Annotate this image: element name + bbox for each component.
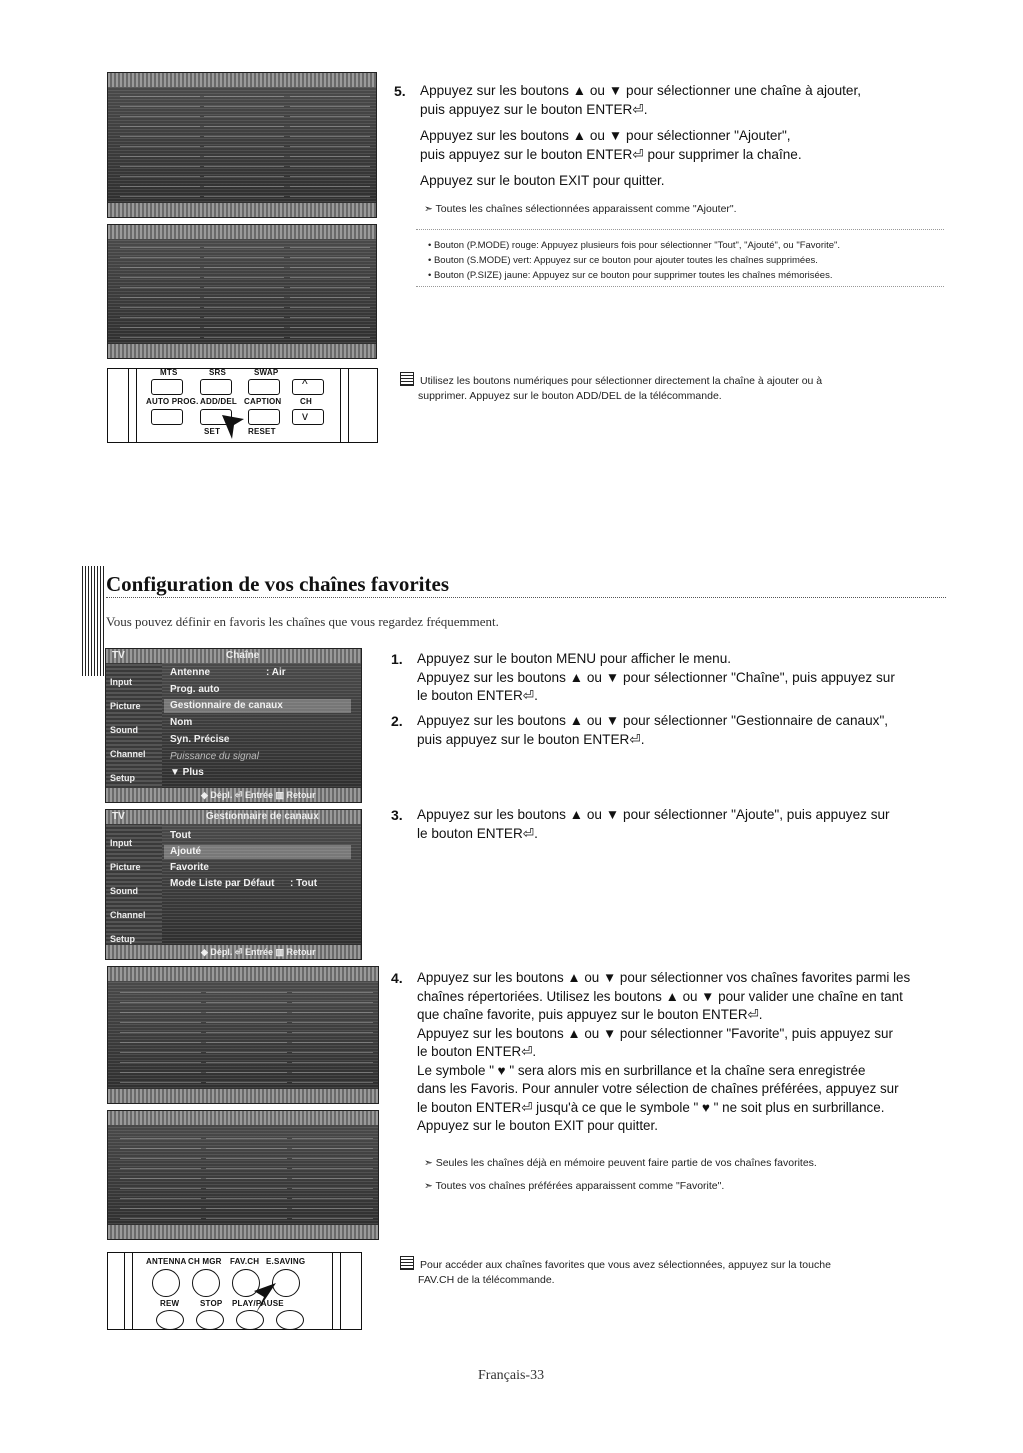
step-4	[391, 969, 977, 1136]
channel-list-screenshot-3	[107, 966, 379, 1104]
channel-column	[206, 989, 287, 1083]
ch-label: CH	[300, 397, 312, 406]
antenna-label: ANTENNA	[146, 1257, 187, 1266]
channel-column	[120, 247, 200, 338]
step-line: puis appuyez sur le bouton ENTER⏎ pour supprimer la chaîne.	[420, 146, 802, 162]
step-2	[391, 712, 977, 749]
step-number: 3.	[391, 807, 403, 823]
set-label: SET	[204, 427, 221, 436]
menu-footer-hint: ◆ Dépl. ⏎ Entrée ▥ Retour	[201, 947, 316, 957]
page-number: Français-33	[478, 1368, 545, 1383]
step-4-note-1: ➣ Seules les chaînes déjà en mémoire peuvent faire partie de vos chaînes favorites.	[424, 1157, 817, 1169]
channel-column	[204, 95, 284, 197]
step-number: 5.	[394, 83, 406, 99]
srs-button[interactable]	[200, 379, 232, 395]
step-line: que chaîne favorite, puis appuyez sur le bouton ENTER⏎.	[417, 1007, 763, 1022]
step-5-note: ➣ Toutes les chaînes sélectionnées apparaissent comme "Ajouter".	[424, 203, 737, 215]
sidebar-item-input[interactable]: Input	[110, 677, 132, 687]
screen-footer-bar	[108, 1225, 378, 1239]
step-line: puis appuyez sur le bouton ENTER⏎.	[417, 731, 645, 747]
menu-item-tout[interactable]: Tout	[170, 830, 191, 841]
channel-list-screenshot-4	[107, 1110, 379, 1240]
bullet-yellow: • Bouton (P.SIZE) jaune: Appuyez sur ce bouton pour supprimer toutes les chaînes mémorisées.	[428, 270, 833, 281]
step-line: puis appuyez sur le bouton ENTER⏎.	[420, 101, 648, 117]
channel-column	[120, 1133, 201, 1219]
channel-column	[206, 1133, 287, 1219]
remote-edge	[340, 369, 341, 442]
step-line: Appuyez sur les boutons ▲ ou ▼ pour sélectionner "Favorite", puis appuyez sur	[417, 1025, 893, 1041]
channel-down-button[interactable]	[292, 409, 324, 425]
rewind-button[interactable]	[156, 1310, 184, 1330]
step-line: Appuyez sur les boutons ▲ ou ▼ pour sélectionner "Chaîne", puis appuyez sur	[417, 669, 895, 685]
memo-icon	[400, 372, 414, 386]
screen-footer-bar	[108, 1089, 378, 1103]
remote-edge	[124, 1253, 125, 1329]
sidebar-item-setup[interactable]: Setup	[110, 773, 136, 783]
section-intro: Vous pouvez définir en favoris les chaînes que vous regardez fréquemment.	[106, 614, 499, 629]
step-line: chaînes répertoriées. Utilisez les boutons ▲ ou ▼ pour valider une chaîne en tant	[417, 988, 903, 1004]
menu-item-gestionnaire[interactable]: Gestionnaire de canaux	[170, 700, 283, 711]
memo-line: Utilisez les boutons numériques pour sélectionner directement la chaîne à ajouter ou à	[420, 375, 823, 387]
memo-line: supprimer. Appuyez sur le bouton ADD/DEL de la télécommande.	[418, 390, 722, 402]
remote-edge	[132, 1253, 133, 1329]
menu-item-antenne-value: : Air	[266, 667, 286, 678]
step-5	[394, 82, 980, 191]
menu-item-plus[interactable]: ▼ Plus	[170, 767, 204, 778]
menu-item-antenne[interactable]: Antenne	[170, 667, 210, 678]
srs-label: SRS	[209, 368, 227, 377]
step-3	[391, 806, 977, 843]
remote-edge	[136, 369, 137, 442]
step-line: Appuyez sur le bouton MENU pour afficher le menu.	[417, 651, 732, 666]
menu-item-syn-precise[interactable]: Syn. Précise	[170, 734, 230, 745]
stop-button[interactable]	[196, 1310, 224, 1330]
step-4-note-2: ➣ Toutes vos chaînes préférées apparaissent comme "Favorite".	[424, 1180, 725, 1192]
remote-illustration-1	[107, 368, 378, 443]
pointer-arrow-icon	[220, 413, 246, 441]
swap-button[interactable]	[248, 379, 280, 395]
screen-header-bar	[108, 1111, 378, 1125]
fav-ch-label: FAV.CH	[230, 1257, 260, 1266]
menu-header-title: Chaîne	[226, 650, 260, 661]
reset-label: RESET	[248, 427, 276, 436]
ch-mgr-label: CH MGR	[188, 1257, 222, 1266]
channel-column	[290, 247, 370, 338]
menu-item-mode-liste[interactable]: Mode Liste par Défaut	[170, 878, 275, 889]
menu-screenshot-manager	[105, 809, 362, 960]
sidebar-item-input[interactable]: Input	[110, 838, 132, 848]
channel-column	[292, 1133, 373, 1219]
step-line: Appuyez sur le bouton EXIT pour quitter.	[417, 1118, 658, 1133]
sidebar-item-picture[interactable]: Picture	[110, 862, 141, 872]
bullet-green: • Bouton (S.MODE) vert: Appuyez sur ce bouton pour ajouter toutes les chaînes supprimées.	[428, 255, 818, 266]
sidebar-item-sound[interactable]: Sound	[110, 725, 138, 735]
step-1	[391, 650, 977, 706]
menu-item-favorite[interactable]: Favorite	[170, 862, 209, 873]
step-line: le bouton ENTER⏎.	[417, 688, 538, 703]
sidebar-item-channel[interactable]: Channel	[110, 910, 146, 920]
sidebar-item-sound[interactable]: Sound	[110, 886, 138, 896]
add-del-label: ADD/DEL	[200, 397, 237, 406]
menu-tv-label: TV	[112, 650, 125, 661]
step-line: Appuyez sur les boutons ▲ ou ▼ pour sélectionner "Ajoute", puis appuyez sur	[417, 807, 890, 822]
step-number: 2.	[391, 713, 403, 729]
auto-prog-button[interactable]	[151, 409, 183, 425]
memo-line: FAV.CH de la télécommande.	[418, 1274, 555, 1286]
menu-tv-label: TV	[112, 811, 125, 822]
channel-column	[120, 95, 200, 197]
channel-column	[120, 989, 201, 1083]
caption-button[interactable]	[248, 409, 280, 425]
mts-button[interactable]	[151, 379, 183, 395]
channel-up-button[interactable]	[292, 379, 324, 395]
channel-column	[204, 247, 284, 338]
ch-mgr-button[interactable]	[192, 1269, 220, 1297]
channel-list-screenshot-1	[107, 72, 377, 218]
menu-item-ajoute[interactable]: Ajouté	[170, 846, 202, 857]
step-line: Appuyez sur les boutons ▲ ou ▼ pour sélectionner vos chaînes favorites parmi les	[417, 970, 911, 985]
channel-column	[290, 95, 370, 197]
swap-label: SWAP	[254, 368, 279, 377]
remote-edge	[340, 1253, 341, 1329]
remote-illustration-2	[107, 1252, 362, 1330]
sidebar-item-channel[interactable]: Channel	[110, 749, 146, 759]
step-line: Appuyez sur les boutons ▲ ou ▼ pour sélectionner "Ajouter",	[420, 128, 791, 143]
menu-item-nom[interactable]: Nom	[170, 717, 193, 728]
pointer-arrow-icon	[248, 1281, 278, 1315]
color-button-notes	[416, 229, 944, 287]
chevron-down-icon: v	[302, 409, 308, 423]
menu-item-mode-value: : Tout	[290, 878, 318, 889]
step-number: 1.	[391, 651, 403, 667]
auto-prog-label: AUTO PROG.	[146, 397, 199, 406]
memo-note-1	[400, 372, 960, 404]
step-line: le bouton ENTER⏎.	[417, 1044, 537, 1059]
memo-icon	[400, 1256, 414, 1270]
step-line: le bouton ENTER⏎ jusqu'à ce que le symbole " ♥ " ne soit plus en surbrillance.	[417, 1099, 885, 1115]
remote-edge	[332, 1253, 333, 1329]
channel-list-screenshot-2	[107, 224, 377, 359]
menu-item-prog-auto[interactable]: Prog. auto	[170, 684, 220, 695]
screen-header-bar	[108, 225, 376, 239]
step-line: Appuyez sur le bouton EXIT pour quitter.	[420, 173, 665, 188]
step-number: 4.	[391, 970, 403, 986]
sidebar-item-setup[interactable]: Setup	[110, 934, 136, 944]
step-line: dans les Favoris. Pour annuler votre sélection de chaînes préférées, appuyez sur	[417, 1081, 899, 1096]
play-pause-label: PLAY/PAUSE	[232, 1299, 284, 1308]
title-rule	[106, 597, 946, 598]
menu-footer-hint: ◆ Dépl. ⏎ Entrée ▥ Retour	[201, 790, 316, 800]
screen-footer-bar	[108, 344, 376, 358]
fast-forward-button[interactable]	[276, 1310, 304, 1330]
screen-footer-bar	[108, 203, 376, 217]
step-line: Appuyez sur les boutons ▲ ou ▼ pour sélectionner "Gestionnaire de canaux",	[417, 713, 889, 728]
e-saving-label: E.SAVING	[266, 1257, 306, 1266]
section-marker	[82, 566, 104, 676]
bullet-red: • Bouton (P.MODE) rouge: Appuyez plusieurs fois pour sélectionner "Tout", "Ajouté", ou "Favorite".	[428, 240, 841, 251]
remote-edge	[128, 369, 129, 442]
section-title: Configuration de vos chaînes favorites	[106, 572, 449, 596]
mts-label: MTS	[160, 368, 178, 377]
memo-line: Pour accéder aux chaînes favorites que vous avez sélectionnées, appuyez sur la touche	[420, 1259, 831, 1271]
screen-header-bar	[108, 967, 378, 981]
caption-label: CAPTION	[244, 397, 282, 406]
menu-screenshot-channel	[105, 648, 362, 803]
step-line: Le symbole " ♥ " sera alors mis en surbrillance et la chaîne sera enregistrée	[417, 1062, 866, 1078]
chevron-up-icon: ^	[302, 377, 308, 391]
menu-header-title: Gestionnaire de canaux	[206, 811, 319, 822]
menu-item-signal: Puissance du signal	[170, 751, 259, 762]
screen-header-bar	[108, 73, 376, 87]
remote-edge	[348, 369, 349, 442]
sidebar-item-picture[interactable]: Picture	[110, 701, 141, 711]
step-line: Appuyez sur les boutons ▲ ou ▼ pour sélectionner une chaîne à ajouter,	[420, 83, 862, 98]
stop-label: STOP	[200, 1299, 223, 1308]
channel-column	[292, 989, 373, 1083]
memo-note-2	[400, 1256, 970, 1288]
step-line: le bouton ENTER⏎.	[417, 825, 538, 841]
rew-label: REW	[160, 1299, 180, 1308]
antenna-button[interactable]	[152, 1269, 180, 1297]
